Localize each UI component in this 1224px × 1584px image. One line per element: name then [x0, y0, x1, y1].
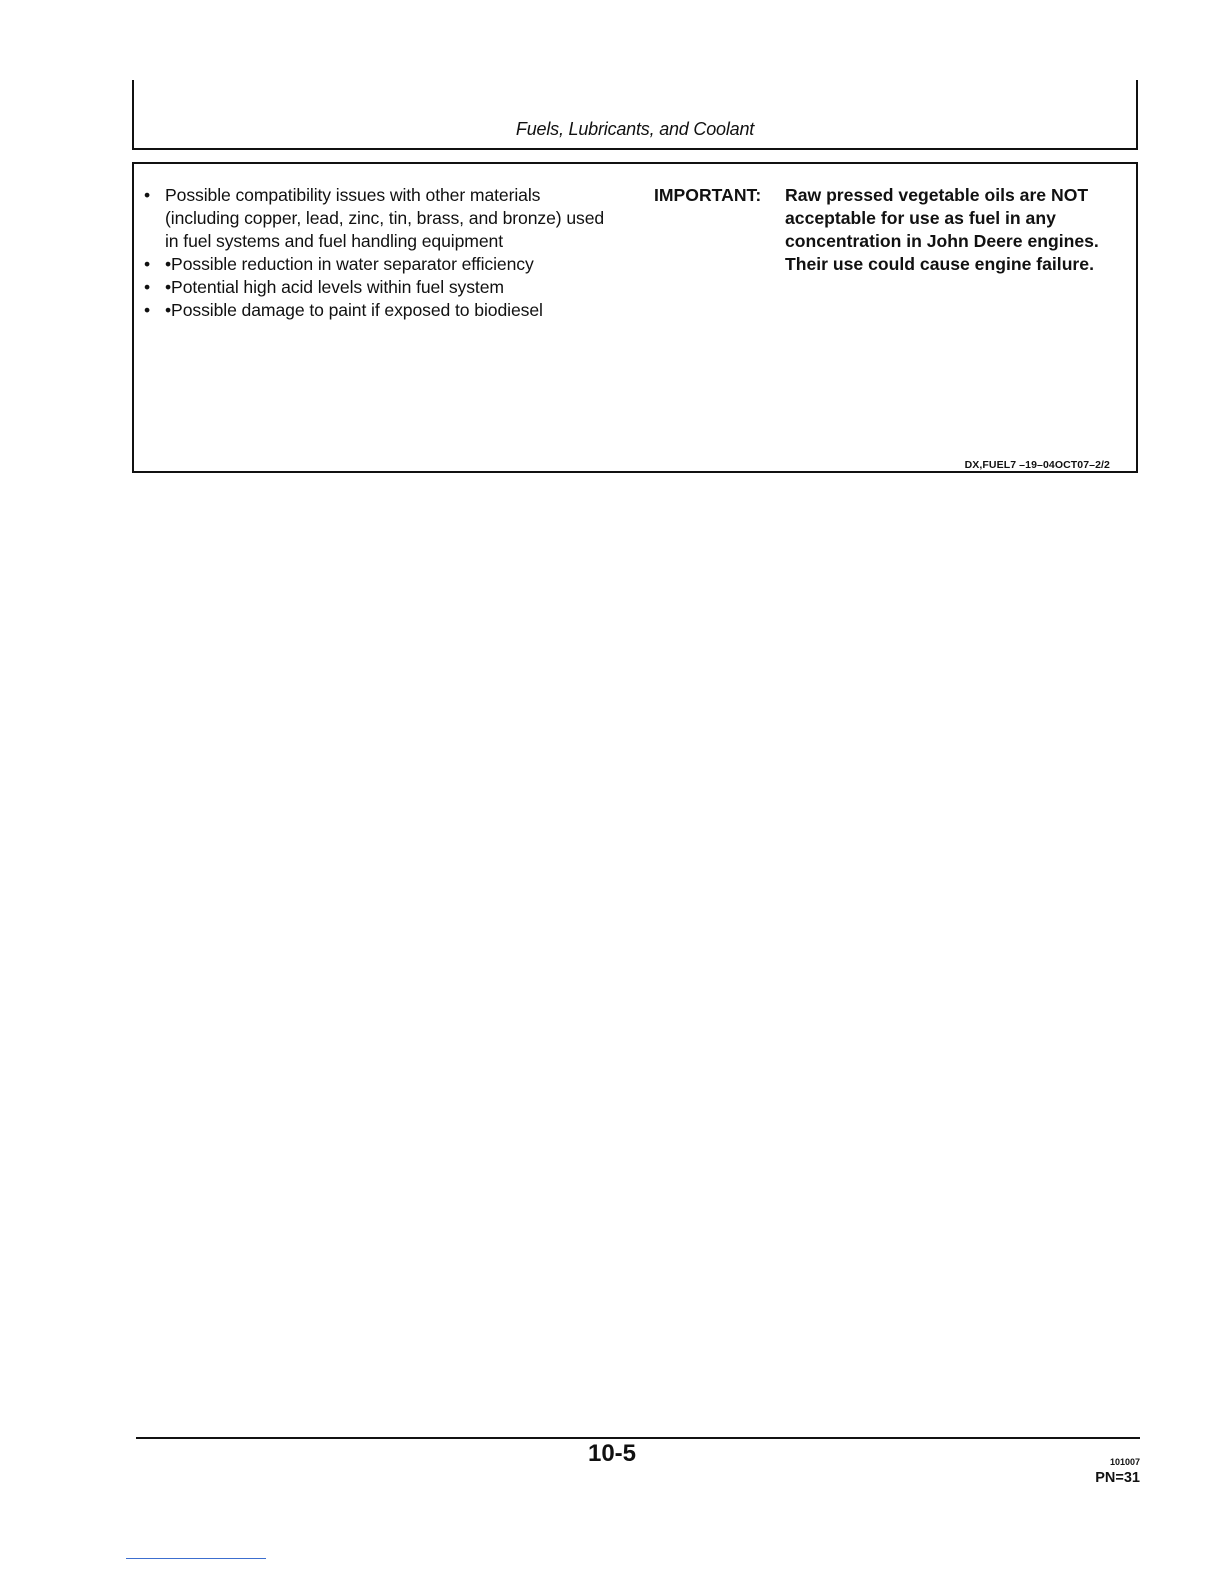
- important-label: IMPORTANT:: [654, 185, 762, 205]
- list-item-text: •Potential high acid levels within fuel system: [165, 277, 504, 297]
- footer-date-code: 101007: [1109, 1457, 1140, 1467]
- footer-code: [1095, 1454, 1140, 1486]
- page-header-title: Fuels, Lubricants, and Coolant: [515, 119, 755, 139]
- list-item: [144, 299, 614, 322]
- list-item: [144, 253, 614, 276]
- bullet-icon: •: [144, 185, 151, 205]
- document-code: DX,FUEL7 –19–04OCT07–2/2: [964, 459, 1110, 471]
- list-item: [144, 184, 614, 253]
- link-underline: [126, 1558, 266, 1559]
- page-number: 10-5: [587, 1440, 637, 1467]
- list-item-text: •Possible damage to paint if exposed to biodiesel: [165, 300, 543, 320]
- important-text: Raw pressed vegetable oils are NOT acceptable for use as fuel in any concentration in John Deere engines. Their use could cause engine failure.: [785, 185, 1099, 274]
- list-item-text: •Possible reduction in water separator efficiency: [165, 254, 534, 274]
- bullet-icon: •: [144, 277, 151, 297]
- bullet-icon: •: [144, 254, 151, 274]
- footer-divider: [136, 1437, 1140, 1439]
- bullet-list: [144, 184, 614, 322]
- header-box: [132, 80, 1138, 150]
- bullet-icon: •: [144, 300, 151, 320]
- list-item-text: Possible compatibility issues with other materials (including copper, lead, zinc, tin, brass, and bronze) used in fuel systems and fuel handling equipment: [165, 185, 605, 251]
- list-item: [144, 276, 614, 299]
- footer-page-pn: PN=31: [1095, 1470, 1140, 1486]
- content-box: [132, 162, 1138, 473]
